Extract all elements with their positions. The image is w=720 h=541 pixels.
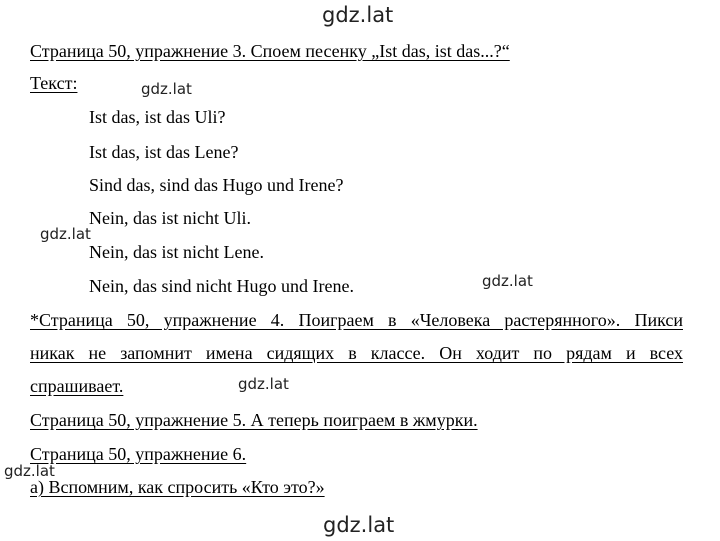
song-line: Nein, das ist nicht Lene.	[89, 242, 264, 262]
song-line: Sind das, sind das Hugo und Irene?	[89, 175, 344, 195]
exercise3-heading: Страница 50, упражнение 3. Споем песенку „Ist das, ist das...?“	[30, 41, 510, 61]
exercise4-line3: спрашивает.	[30, 376, 124, 396]
exercise4-line2: никак не запомнит имена сидящих в классе. Он ходит по рядам и всех	[30, 343, 683, 363]
watermark: gdz.lat	[40, 225, 91, 243]
exercise5-heading: Страница 50, упражнение 5. А теперь поиграем в жмурки.	[30, 410, 478, 430]
exercise4-line1: *Страница 50, упражнение 4. Поиграем в «Человека растерянного». Пикси	[30, 310, 683, 330]
exercise6a-line: а) Вспомним, как спросить «Кто это?»	[30, 477, 325, 497]
watermark-bottom: gdz.lat	[323, 513, 395, 537]
watermark: gdz.lat	[4, 462, 55, 480]
song-line: Nein, das sind nicht Hugo und Irene.	[89, 276, 354, 296]
watermark-top: gdz.lat	[322, 3, 394, 27]
text-label: Текст:	[30, 73, 78, 93]
song-line: Nein, das ist nicht Uli.	[89, 208, 251, 228]
watermark: gdz.lat	[482, 272, 533, 290]
watermark: gdz.lat	[141, 80, 192, 98]
song-line: Ist das, ist das Lene?	[89, 142, 239, 162]
exercise6-heading: Страница 50, упражнение 6.	[30, 444, 247, 464]
watermark: gdz.lat	[238, 375, 289, 393]
song-line: Ist das, ist das Uli?	[89, 107, 226, 127]
